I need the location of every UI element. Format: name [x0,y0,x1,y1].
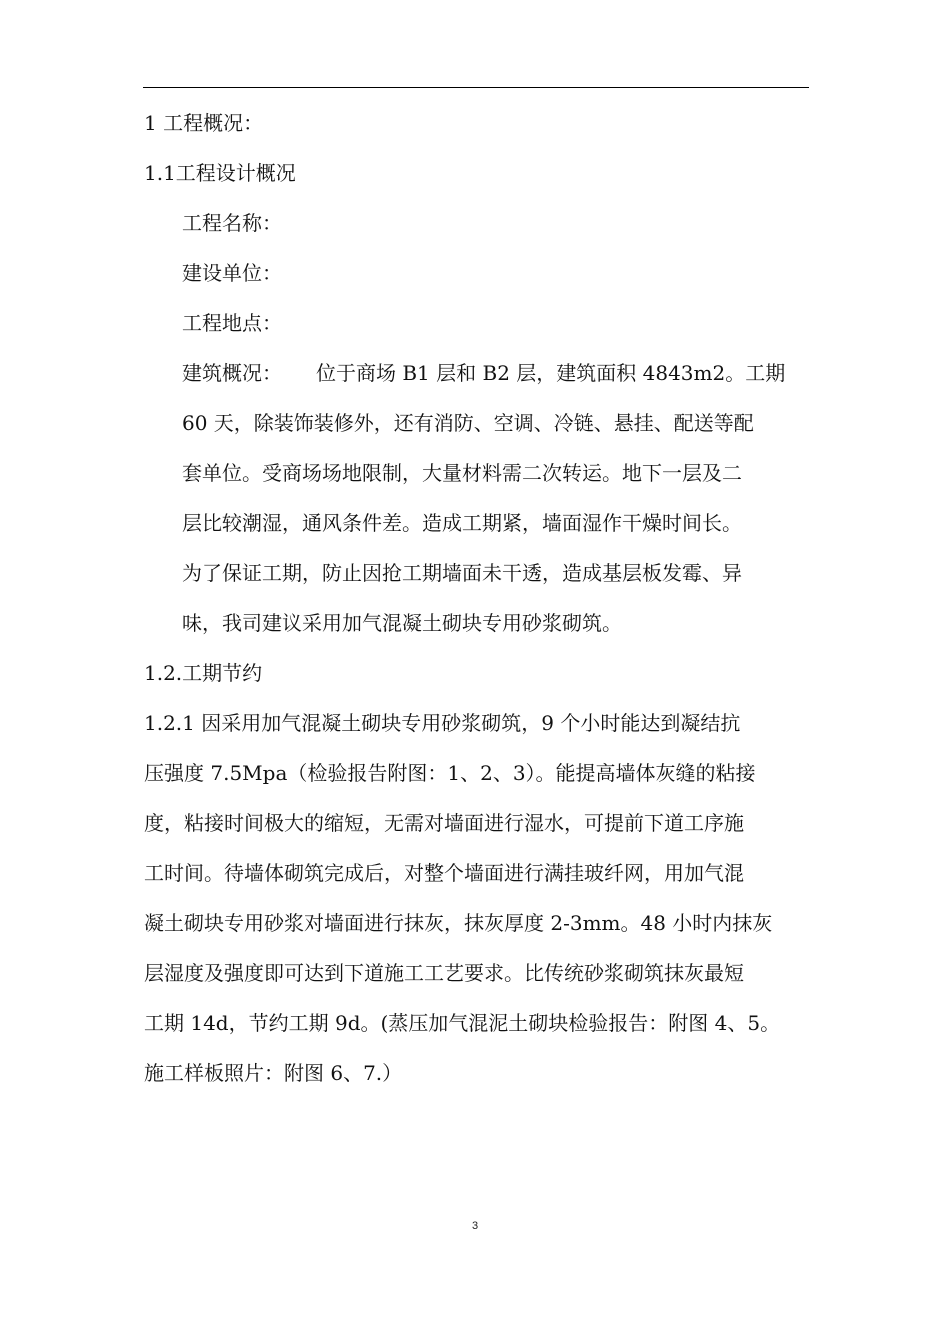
location-field: 工程地点： [182,311,282,335]
page-number: 3 [471,1220,479,1232]
section-1-2-1-line: 工期 14d，节约工期 9d。(蒸压加气混泥土砌块检验报告：附图 4、5。 [144,1011,781,1035]
section-1-2-1-line: 凝土砌块专用砂浆对墙面进行抹灰，抹灰厚度 2-3mm。48 小时内抹灰 [144,911,773,935]
client-field: 建设单位： [182,261,282,285]
heading-1: 1 工程概况： [144,111,264,135]
section-1-2-1-line: 工时间。待墙体砌筑完成后，对整个墙面进行满挂玻纤网，用加气混 [144,861,744,885]
overview-line: 为了保证工期，防止因抢工期墙面未干透，造成基层板发霉、异 [182,561,742,585]
document-body [144,98,820,1098]
overview-label: 建筑概况： [182,361,282,385]
overview-first-line [182,348,820,398]
section-1-2-1-line: 施工样板照片：附图 6、7.） [144,1061,403,1085]
section-1-2-1-paragraph [144,698,820,1098]
section-1-2-1-line: 压强度 7.5Mpa（检验报告附图：1、2、3）。能提高墙体灰缝的粘接 [144,761,756,785]
project-name-field: 工程名称： [182,211,282,235]
header-rule [143,87,809,88]
section-1-2-1-line: 层湿度及强度即可达到下道施工工艺要求。比传统砂浆砌筑抹灰最短 [144,961,744,985]
overview-line: 味，我司建议采用加气混凝土砌块专用砂浆砌筑。 [182,611,622,635]
heading-1-1: 1.1工程设计概况 [144,161,296,185]
section-1-2-1-line: 1.2.1 因采用加气混凝土砌块专用砂浆砌筑，9 个小时能达到凝结抗 [144,711,741,735]
overview-paragraph [144,348,820,648]
overview-line: 位于商场 B1 层和 B2 层，建筑面积 4843m2。工期 [316,361,786,385]
overview-line: 套单位。受商场场地限制，大量材料需二次转运。地下一层及二 [182,461,742,485]
overview-line: 60 天，除装饰装修外，还有消防、空调、冷链、悬挂、配送等配 [182,411,754,435]
heading-1-2: 1.2.工期节约 [144,661,263,685]
overview-line: 层比较潮湿，通风条件差。造成工期紧，墙面湿作干燥时间长。 [182,511,742,535]
section-1-2-1-line: 度，粘接时间极大的缩短，无需对墙面进行湿水，可提前下道工序施 [144,811,744,835]
